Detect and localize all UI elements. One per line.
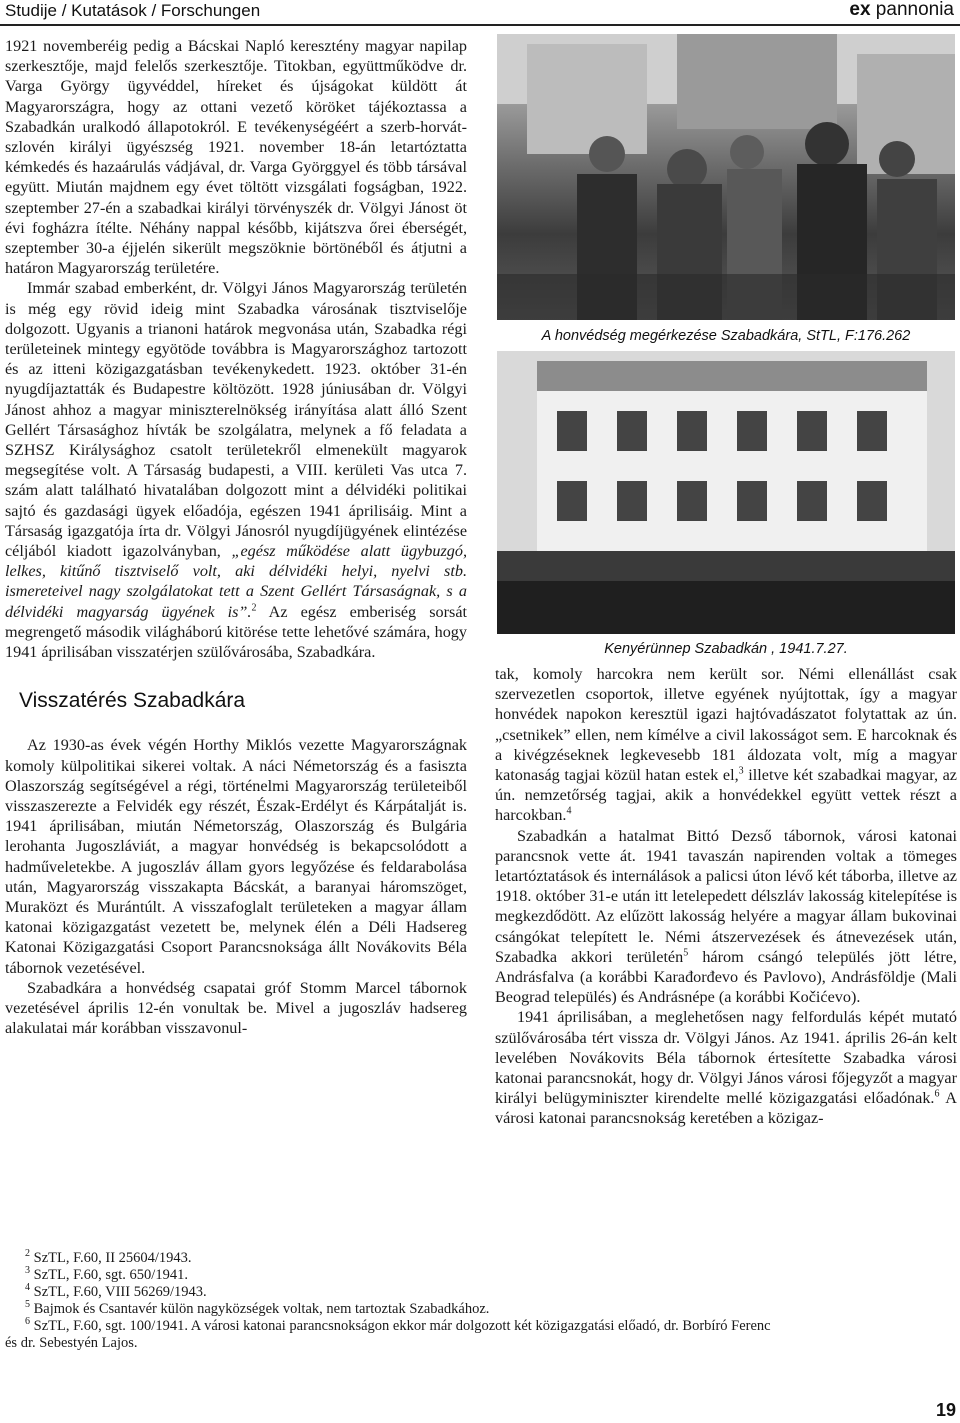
footnote-text: SzTL, F.60, VIII 56269/1943. (30, 1284, 207, 1300)
photo-army-arrival (497, 34, 955, 320)
footnote-text: SzTL, F.60, II 25604/1943. (30, 1250, 192, 1266)
paragraph (5, 278, 467, 662)
footnote-ref: 2 (251, 602, 257, 614)
footnote-text: Bajmok és Csantavér külön nagyközségek voltak, nem tartoztak Szabadkához. (30, 1301, 490, 1317)
footnote-ref: 5 (683, 947, 689, 959)
footnote-number: 6 (25, 1316, 30, 1328)
footnote-number: 4 (25, 1282, 30, 1294)
footnote (5, 1284, 957, 1301)
page-number: 19 (935, 1400, 956, 1420)
journal-brand (849, 0, 954, 21)
photo-bread-festival (497, 351, 955, 634)
footnote-text: SzTL, F.60, sgt. 100/1941. A városi katonai parancsnokságon ekkor már dolgozott két közigazgatási előadó, dr. Borbíró Ferenc (30, 1318, 771, 1334)
photo-caption: A honvédség megérkezése Szabadkára, StTL, F:176.262 (541, 328, 911, 344)
brand-ex: ex (849, 0, 871, 20)
footnote-ref: 6 (934, 1088, 940, 1100)
footnote-number: 2 (25, 1248, 30, 1260)
brand-pannonia: pannonia (870, 0, 954, 20)
paragraph: Az 1930-as évek végén Horthy Miklós vezette Magyarországnak komoly külpolitikai sikerei voltak. A náci Németország és a fasiszta Olaszország segítségével a régi, történelmi Magyarország területeiből visszaszerezte a Felvidék egy részét, Észak-Erdélyt és Kárpátalját is. 1941 áprilisában, miután Németország, Olaszország és Bulgária lerohanta Jugoszláviát, a magyar honvédség is bekapcsolódott a hadműveletekbe. A jugoszláv állam gyors legyőzése és feldarabolása után, Magyarország visszakapta Bácskát, a baranyai háromszöget, Muraközt és Murántúlt. A visszafoglalt területeken a magyar állam katonai közigazgatást vezetett be, melynek élén a Déli Hadsereg Katonai Közigazgatási Csoport Parancsnoksága állt Novákovits Béla tábornok vezetésével. (5, 736, 467, 977)
footnote-number: 5 (25, 1299, 30, 1311)
photo-caption: Kenyérünnep Szabadkán , 1941.7.27. (604, 641, 848, 657)
footnote-ref: 3 (738, 765, 744, 777)
quote: „egész működése alatt ügybuzgó, lelkes, kitűnő tisztviselő volt, aki délvidéki helyi, nyelvi stb. ismereteivel nagy szolgálatokat tett a Szent Gellért Társaságnak, s a délvidéki magyarság ügyének is”. (5, 542, 467, 621)
text-run: illetve két szabadkai magyar, az ún. nemzetőrség tagjai, akik a honvédekkel együtt vettek részt a harcokban. (495, 766, 957, 825)
page-header (0, 0, 960, 26)
footnote-continuation: és dr. Sebestyén Lajos. (5, 1335, 138, 1351)
footnote (5, 1301, 957, 1318)
footnote (5, 1318, 957, 1335)
text-run: Szabadkán a hatalmat Bittó Dezső tábornok, városi katonai parancsnok vette át. 1941 tavaszán napirenden voltak a tömeges letartóztatások és internálások a palicsi úton lévő két táborba, illetve az 1918. október 31-e után itt letelepedett délszláv lakosság kitelepítése is megkezdődött. Az elűzött lakosság helyére a magyar állam bukovinai csángókat telepített le. Némi átszervezések és átnevezések után, Szabadka akkori területén (495, 826, 957, 966)
paragraph (495, 1007, 957, 1128)
photo-army-arrival-image (497, 34, 955, 320)
text-run: A városi katonai parancsnokság keretében a közigaz- (495, 1089, 957, 1128)
paragraph (495, 664, 957, 826)
text-run: Immár szabad emberként, dr. Völgyi János Magyarország területén is még egy rövid ideig mint Szabadka városának tisztviselője dolgozott. Ugyanis a trianoni határok megvonása után, Szabadka régi területeinek mintegy egyötöde továbbra is Magyarországhoz tartozott és az itteni közigazgatásban tevékenykedett. 1923. október 31-én nyugdíjaztatták és Budapestre költözött. 1928 júniusában dr. Völgyi Jánost ahhoz a magyar miniszterelnökség irányítása alatt álló Szent Gellért Társasághoz hívták be szolgálatra, melynek a fő feladata a SZHSZ Királysághoz csatolt területekről elmenekült magyarok megsegítése volt. A Társaság budapesti, a VIII. kerületi Vas utca 7. szám alatt található hivatalában dolgozott mint a délvidéki politikai sajtó és gazdasági ügyek előadója, egészen 1941 áprilisáig. Mint a Társaság igazgatója írta dr. Völgyi Jánosról nyugdíjügyének elintézése céljából kiadott igazolványban, (5, 279, 467, 561)
text-run: tak, komoly harcokra nem került sor. Némi ellenállást csak szervezetlen csoportok, illetve egyének nyújtottak, így a magyar honvédek napokon keresztül igazi hajtóvadászatot folytattak az ún. „csetnikek” ellen, nem kímélve a civil lakosságot sem. E harcoknak és a kivégzéseknek legkevesebb 181 áldozata volt, míg a magyar katonaság tagjai közül hatan estek el, (495, 665, 957, 785)
left-column (5, 36, 467, 1038)
right-column (495, 664, 957, 1129)
footnote (5, 1267, 957, 1284)
footnotes (5, 1250, 957, 1352)
footnote (5, 1250, 957, 1267)
text-run: Az egész emberiség sorsát megrengető második világháború kitörése tette lehetővé számára, hogy 1941 áprilisában visszatérjen szülővárosába, Szabadkára. (5, 602, 467, 662)
footnote-ref: 4 (566, 806, 572, 818)
text-run: 1941 áprilisában, a meglehetősen nagy felfordulás képét mutató szülővárosába tért vissza dr. Völgyi János. Az 1941. április 26-án kelt levelében Novákovits Béla tábornok értesítette Szabadka városi katonai parancsnokát, hogy dr. Völgyi János városi főjegyzőt a magyar királyi belügyminiszter kirendelte mellé közigazgatási előadónak. (495, 1008, 957, 1108)
text-run: három csángó település jött létre, Andrásfalva (a korábbi Karađorđevo és Pavlovo), Andrásföldje (Mali Beograd település) és Andrásnépe (a korábbi Kočićevo). (495, 947, 957, 1007)
section-title: Studije / Kutatások / Forschungen (5, 1, 261, 20)
footnote-number: 3 (25, 1265, 30, 1277)
paragraph: 1921 novemberéig pedig a Bácskai Napló keresztény magyar napilap szerkesztője, majd felelős szerkesztője. Titokban, együttműködve dr. Varga György ügyvéddel, híreket és újságokat küldött át Magyarországra, hogy az ottani vezető köröket tájékoztassa a Szabadkán uralkodó állapotokról. E tevékenységéért a szerb-horvát-szlovén királyi ügyészség 1921. november 18-án letartóztatta kémkedés és hazaárulás vádjával, dr. Varga Györggyel és több társával együtt. Miután majdnem egy évet töltött vizsgálati fogságban, 1922. szeptember 27-én a szabadkai királyi törvényszék dr. Völgyi Jánost öt évi fogházra ítélte. Néhány nappal később, kijátszva őrei éberségét, szeptember 30-a éjjelén sikerült megszöknie börtönéből és átjutni a határon Magyarország területére. (5, 37, 467, 278)
paragraph: Szabadkára a honvédség csapatai gróf Stomm Marcel tábornok vezetésével április 12-én vonultak be. Mivel a jugoszláv hadsereg alakulatai már korábban visszavonul- (5, 978, 467, 1038)
section-heading: Visszatérés Szabadkára (19, 689, 246, 713)
paragraph (495, 826, 957, 1008)
photo-bread-festival-image (497, 351, 955, 634)
footnote-text: SzTL, F.60, sgt. 650/1941. (30, 1267, 188, 1283)
